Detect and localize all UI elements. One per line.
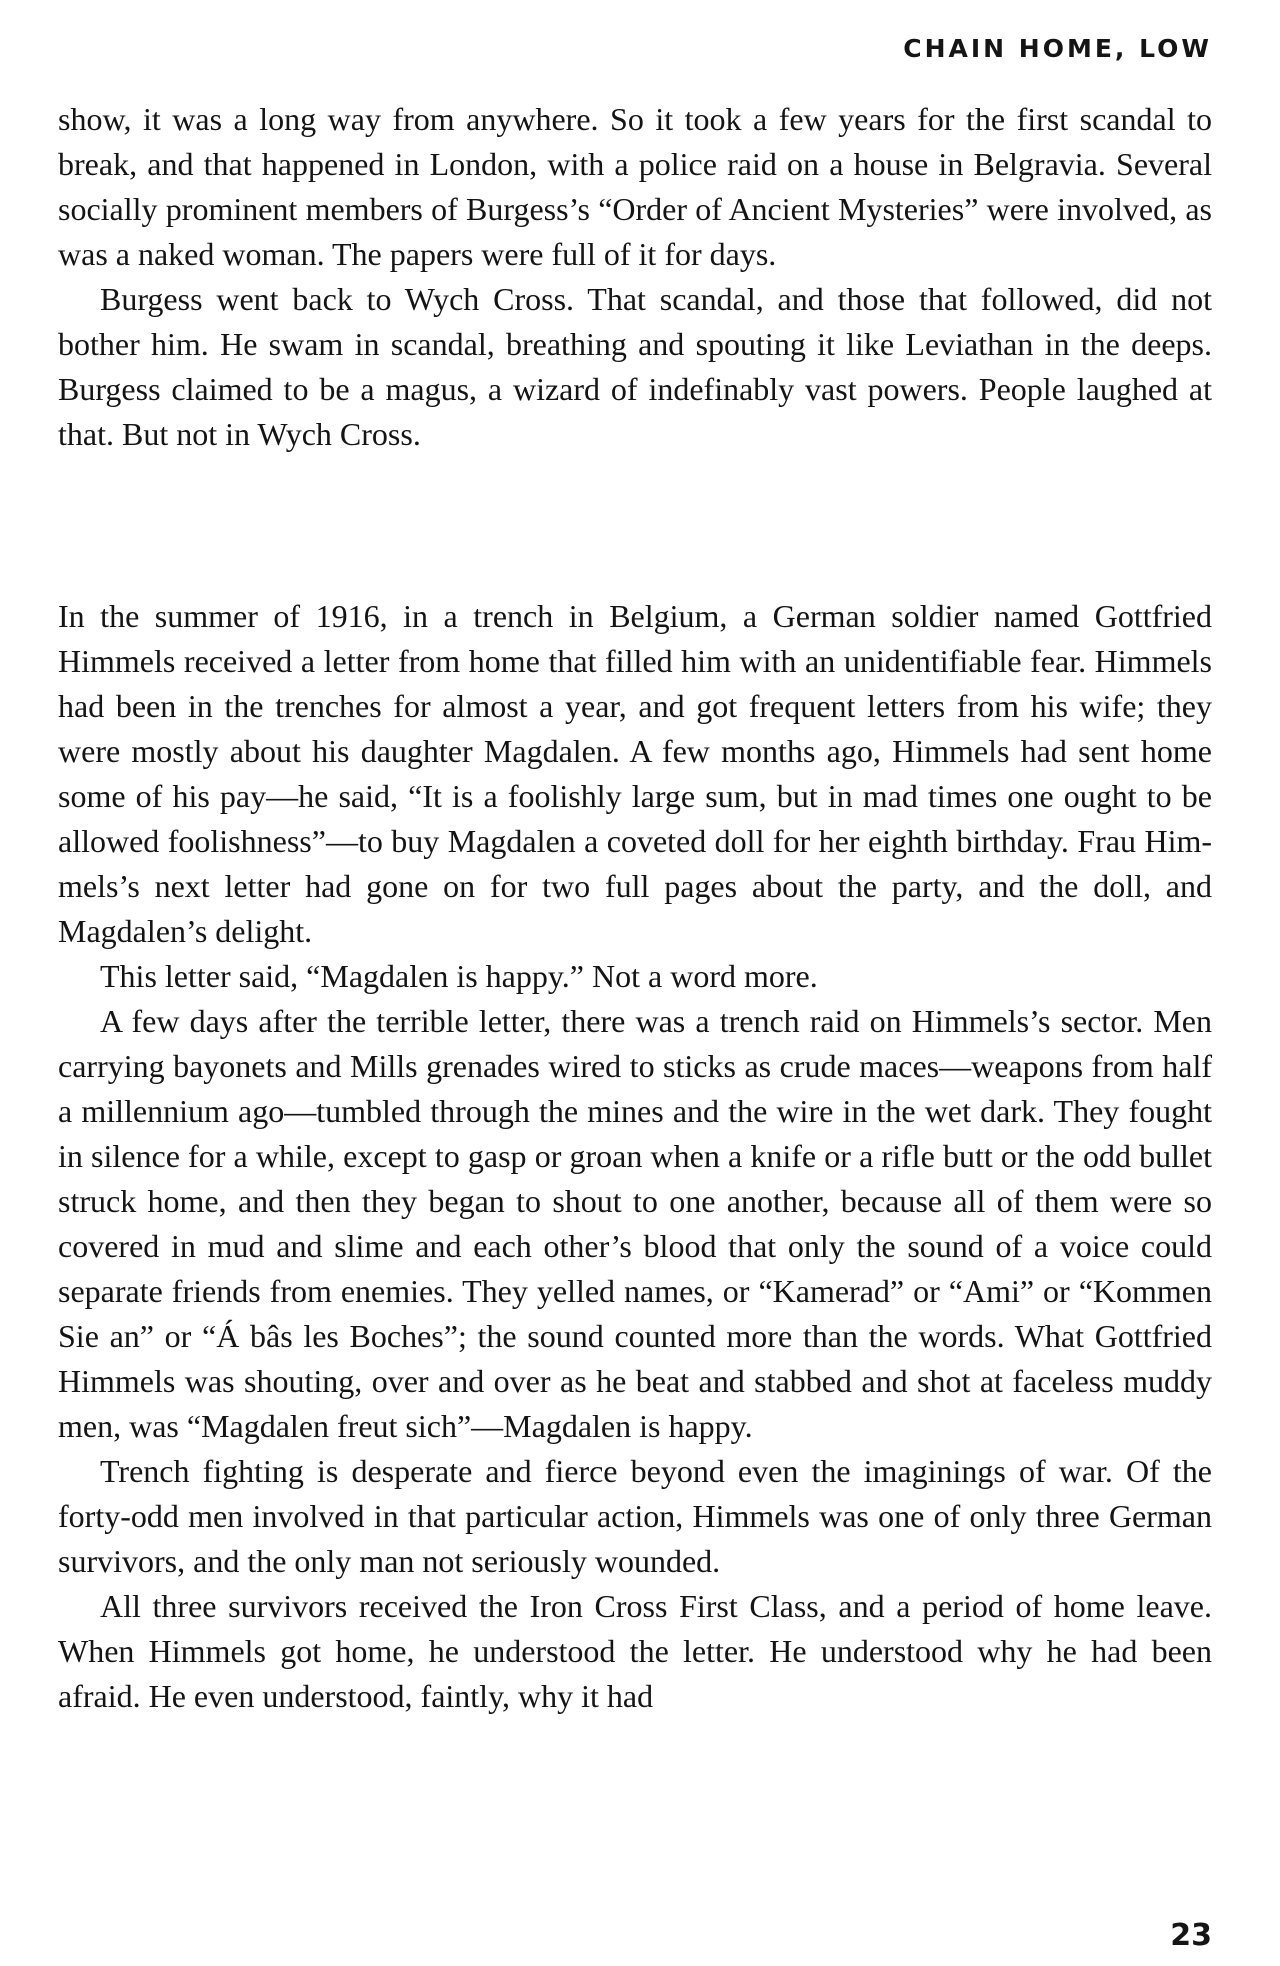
book-page xyxy=(58,0,1212,1966)
paragraph: Trench fighting is desperate and fierce beyond even the imaginings of war. Of the forty-odd men involved in that particular action, Himmels was one of only three German survivors, and the only man not seriously wounded. xyxy=(58,1453,1212,1579)
paragraph: In the summer of 1916, in a trench in Belgium, a German soldier named Gottfried Himmels received a letter from home that filled him with an unidentifiable fear. Himmels had been in the trenches for almost a year, and got frequent letters from his wife; they were mostly about his daughter Magdalen. A few months ago, Himmels had sent home some of his pay—he said, “It is a foolishly large sum, but in mad times one ought to be allowed foolishness”—to buy Magdalen a coveted doll for her eighth birthday. Frau Himmels’s next letter had gone on for two full pages about the party, and the doll, and Magdalen’s delight. xyxy=(58,598,1212,949)
paragraph: All three survivors received the Iron Cross First Class, and a period of home leave. When Himmels got home, he understood the letter. He understood why he had been afraid. He even understood, faintly, why it had xyxy=(58,1588,1212,1714)
paragraph: show, it was a long way from anywhere. So it took a few years for the first scandal to break, and that happened in London, with a police raid on a house in Belgravia. Several socially prominent members of Burgess’s “Order of Ancient Mysteries” were involved, as was a naked woman. The papers were full of it for days. xyxy=(58,101,1212,272)
paragraph: This letter said, “Magdalen is happy.” Not a word more. xyxy=(100,958,818,994)
page-number: 23 xyxy=(1170,1918,1212,1953)
paragraph: A few days after the terrible letter, there was a trench raid on Himmels’s sector. Men carrying bayonets and Mills grenades wired to sticks as crude maces—weapons from half a millennium ago—tumbled through the mines and the wire in the wet dark. They fought in silence for a while, except to gasp or groan when a knife or a rifle butt or the odd bullet struck home, and then they began to shout to one another, because all of them were so covered in mud and slime and each other’s blood that only the sound of a voice could separate friends from enemies. They yelled names, or “Kamerad” or “Ami” or “Kommen Sie an” or “Á bâs les Boches”; the sound counted more than the words. What Gottfried Himmels was shouting, over and over as he beat and stabbed and shot at faceless muddy men, was “Magdalen freut sich”—Magdalen is happy. xyxy=(58,1003,1212,1444)
running-head: CHAIN HOME, LOW xyxy=(903,34,1212,63)
text-section-1 xyxy=(58,97,1212,457)
text-section-2 xyxy=(58,594,1212,1719)
paragraph: Burgess went back to Wych Cross. That scandal, and those that followed, did not bother him. He swam in scandal, breathing and spouting it like Leviathan in the deeps. Burgess claimed to be a magus, a wizard of indefinably vast powers. People laughed at that. But not in Wych Cross. xyxy=(58,281,1212,452)
